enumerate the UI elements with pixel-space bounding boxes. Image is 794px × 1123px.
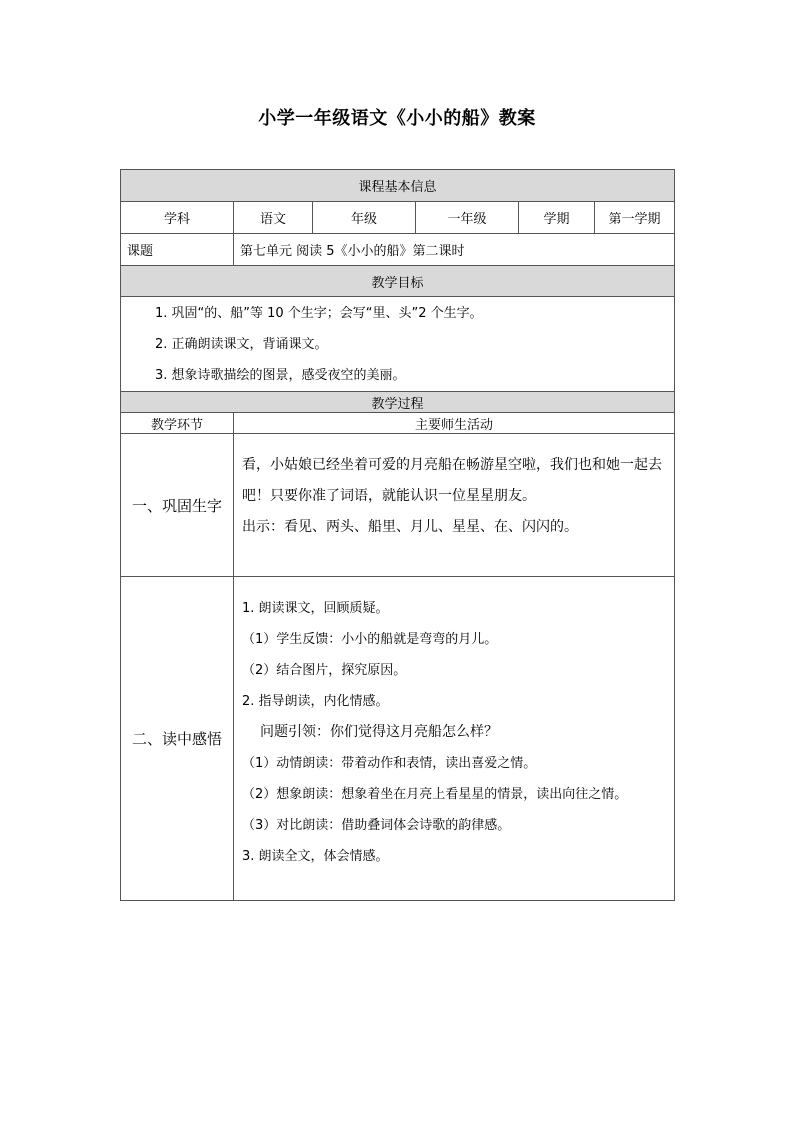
subject-label: 学科 bbox=[121, 202, 234, 234]
activity-line: 出示：看见、两头、船里、月儿、星星、在、闪闪的。 bbox=[242, 519, 578, 535]
activity-line: （2）想象朗读：想象着坐在月亮上看星星的情景，读出向往之情。 bbox=[242, 787, 628, 802]
topic-label: 课题 bbox=[121, 234, 234, 266]
grade-label: 年级 bbox=[313, 202, 416, 234]
goal-item: 2. 正确朗读课文，背诵课文。 bbox=[155, 336, 328, 352]
goal-item: 3. 想象诗歌描绘的图景，感受夜空的美丽。 bbox=[155, 367, 406, 383]
stage-name: 二、读中感悟 bbox=[121, 577, 234, 901]
activity-column-header: 主要师生活动 bbox=[234, 413, 675, 434]
activity-line: （1）学生反馈：小小的船就是弯弯的月儿。 bbox=[242, 632, 498, 647]
goals-header: 教学目标 bbox=[121, 266, 675, 297]
activity-line: 2. 指导朗读，内化情感。 bbox=[242, 694, 389, 709]
lesson-plan-table bbox=[120, 169, 675, 901]
basic-info-header: 课程基本信息 bbox=[121, 170, 675, 202]
term-value: 第一学期 bbox=[595, 202, 675, 234]
topic-value: 第七单元 阅读 5《小小的船》第二课时 bbox=[234, 234, 675, 266]
activity-line: （1）动情朗读：带着动作和表情，读出喜爱之情。 bbox=[242, 756, 537, 771]
activity-line: 吧！只要你准了词语，就能认识一位星星朋友。 bbox=[242, 488, 536, 504]
stage-column-header: 教学环节 bbox=[121, 413, 234, 434]
activity-line: 问题引领：你们觉得这月亮船怎么样？ bbox=[260, 724, 498, 740]
goal-item: 1. 巩固“的、船”等 10 个生字；会写“里、头”2 个生字。 bbox=[155, 305, 483, 321]
activity-line: 看，小姑娘已经坐着可爱的月亮船在畅游星空啦，我们也和她一起去 bbox=[242, 457, 662, 473]
process-header: 教学过程 bbox=[121, 392, 675, 413]
activity-line: 1. 朗读课文，回顾质疑。 bbox=[242, 601, 389, 616]
activity-line: （2）结合图片，探究原因。 bbox=[242, 663, 407, 678]
goals-list bbox=[121, 297, 675, 392]
stage-name: 一、巩固生字 bbox=[121, 434, 234, 577]
activity-cell bbox=[234, 434, 675, 577]
page-title: 小学一年级语文《小小的船》教案 bbox=[258, 108, 536, 129]
subject-value: 语文 bbox=[234, 202, 313, 234]
term-label: 学期 bbox=[519, 202, 595, 234]
activity-cell bbox=[234, 577, 675, 901]
activity-line: （3）对比朗读：借助叠词体会诗歌的韵律感。 bbox=[242, 818, 511, 833]
grade-value: 一年级 bbox=[416, 202, 519, 234]
activity-line: 3. 朗读全文，体会情感。 bbox=[242, 849, 389, 864]
